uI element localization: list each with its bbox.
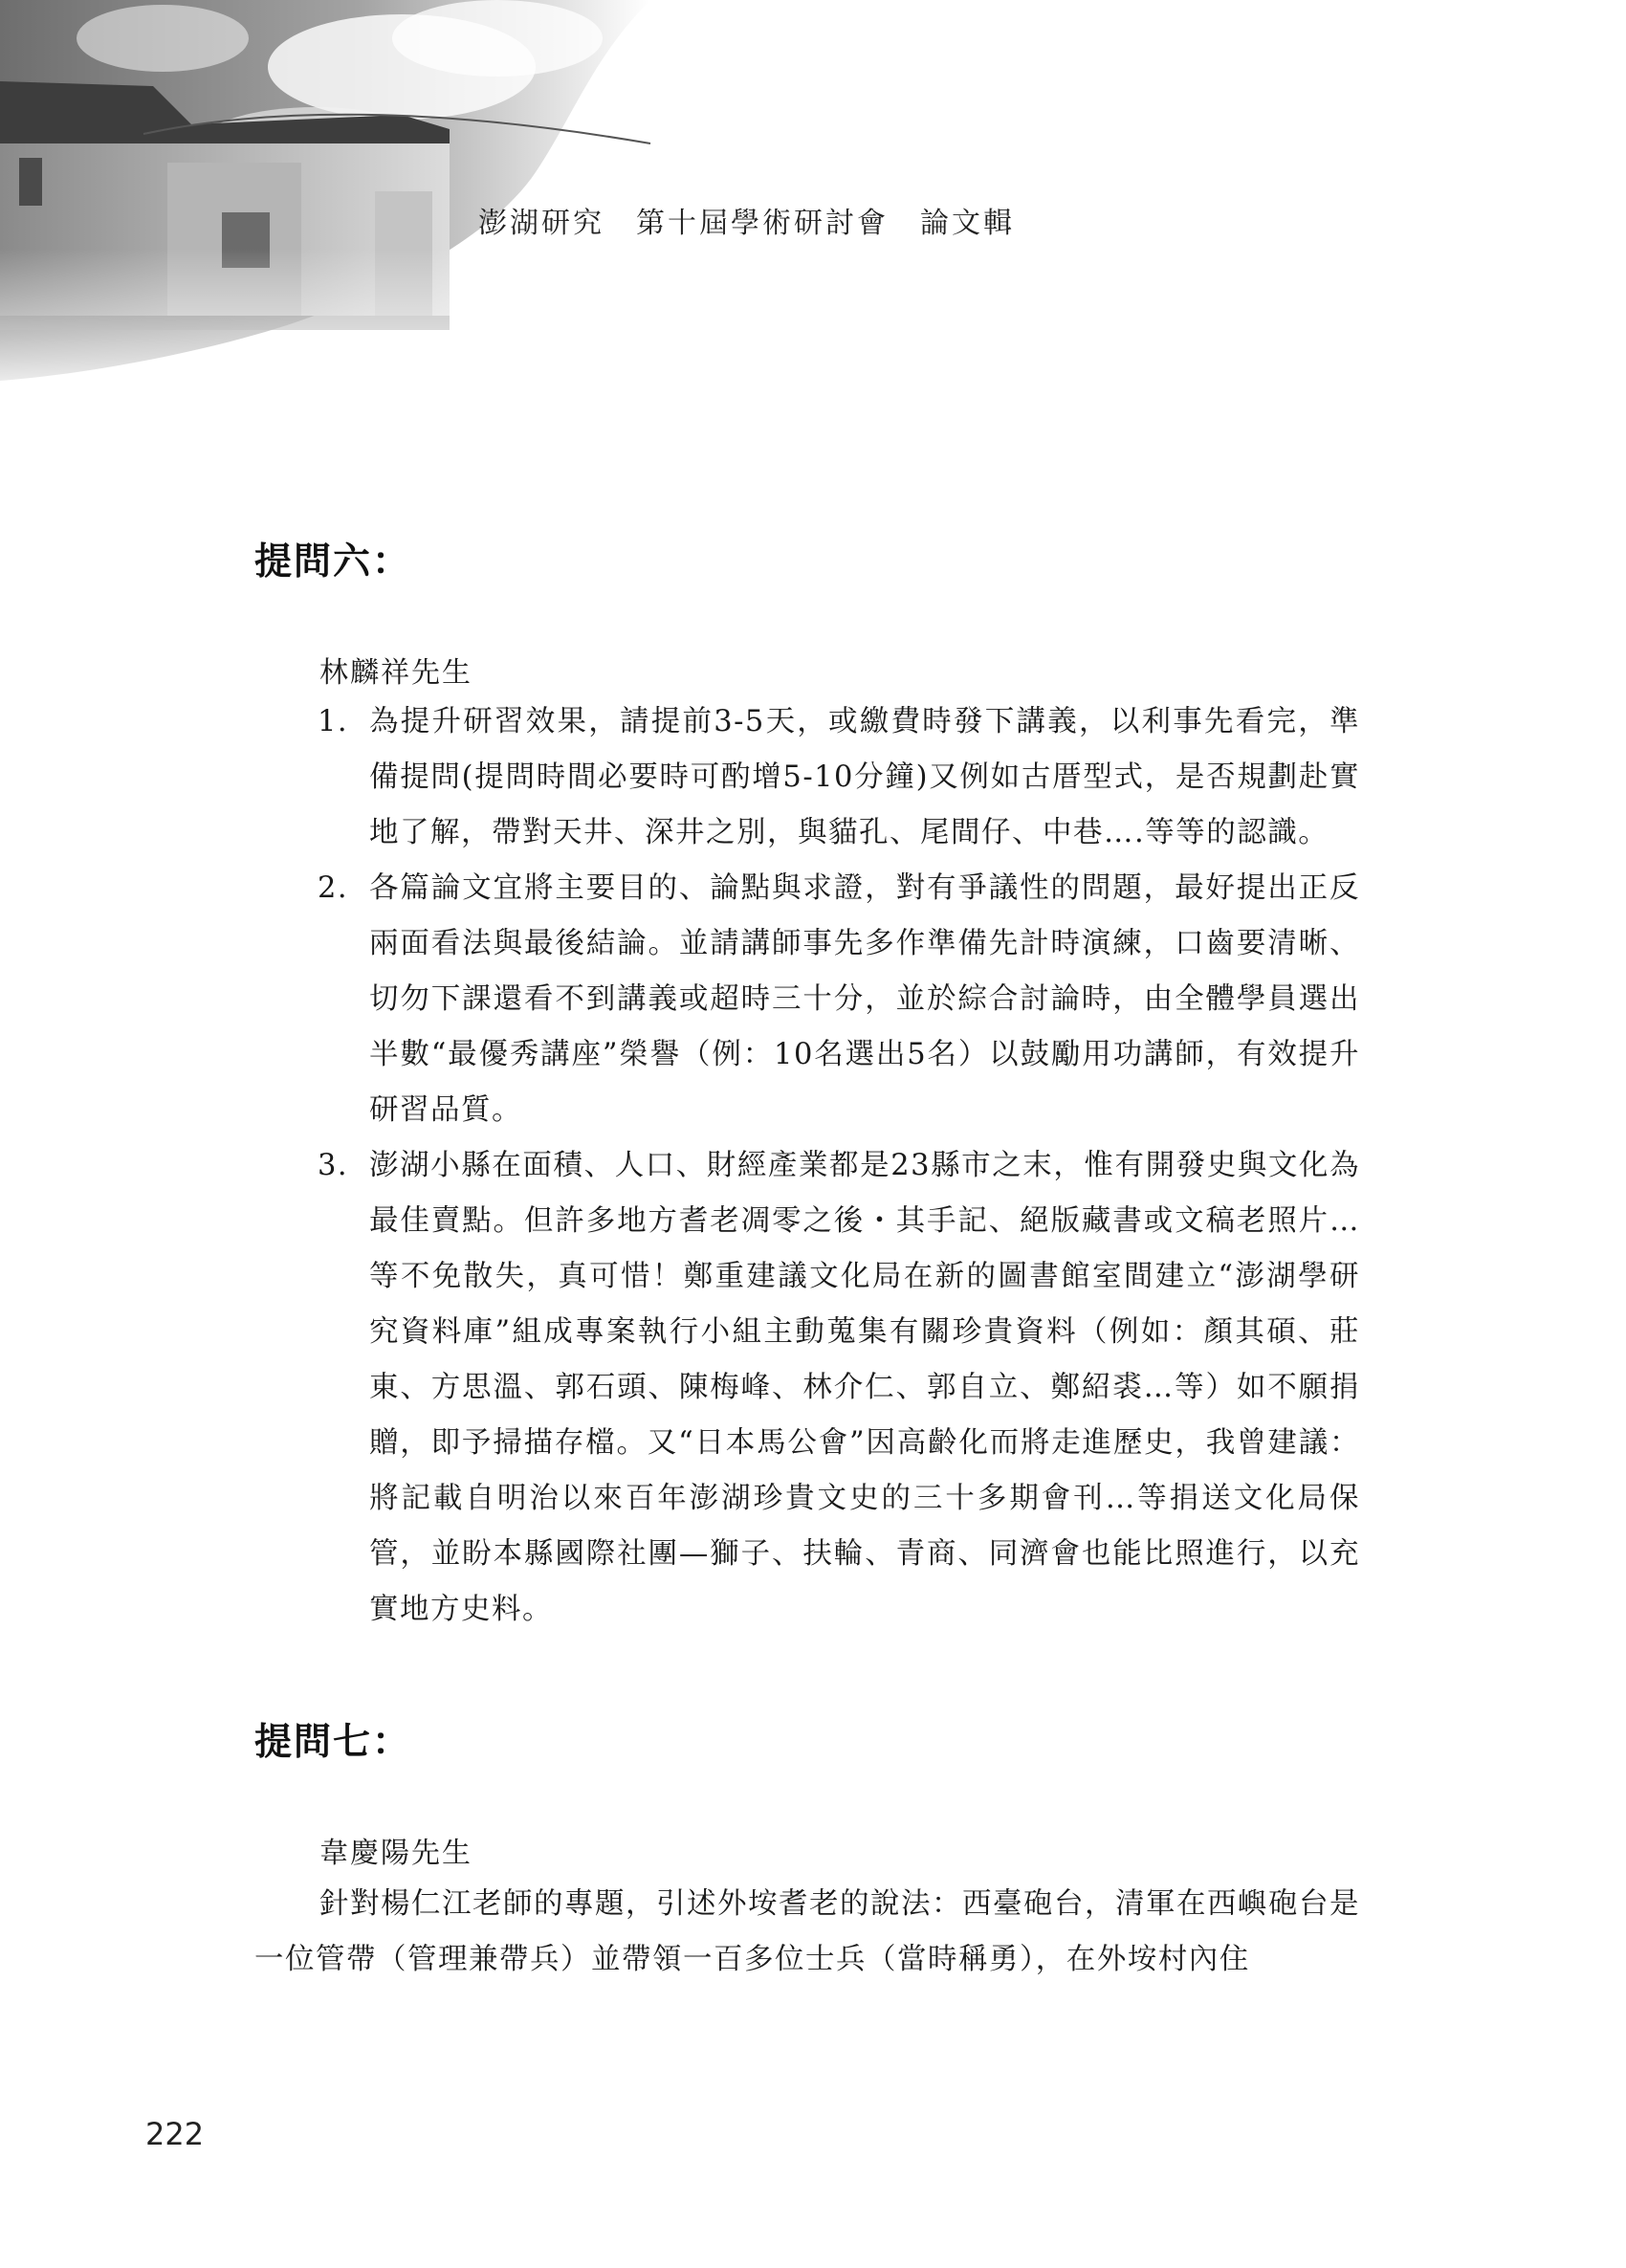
section-heading: 提問七： <box>254 1721 412 1764</box>
body-paragraph: 針對楊仁江老師的專題，引述外垵耆老的說法：西臺砲台，清軍在西嶼砲台是一位管帶（管理兼帶兵）並帶領一百多位士兵（當時稱勇），在外垵村內住 <box>254 1887 1360 1976</box>
list-item-text: 各篇論文宜將主要目的、論點與求證，對有爭議性的問題，最好提出正反兩面看法與最後結論。並請講師事先多作準備先計時演練，口齒要清晰、切勿下課還看不到講義或超時三十分，並於綜合討論時，由全體學員選出半數“最優秀講座”榮譽（例：10名選出5名）以鼓勵用功講師，有效提升研習品質。 <box>369 871 1360 1127</box>
list-item-text: 澎湖小縣在面積、人口、財經產業都是23縣市之末，惟有開發史與文化為最佳賣點。但許多地方耆老凋零之後・其手記、絕版藏書或文稿老照片…等不免散失，真可惜！鄭重建議文化局在新的圖書館室間建立“澎湖學研究資料庫”組成專案執行小組主動蒐集有關珍貴資料（例如：顏其碩、莊東、方思溫、郭石頭、陳梅峰、林介仁、郭自立、鄭紹裘…等）如不願捐贈，即予掃描存檔。又“日本馬公會”因高齡化而將走進歷史，我曾建議：將記載自明治以來百年澎湖珍貴文史的三十多期會刊…等捐送文化局保管，並盼本縣國際社團—獅子、扶輪、青商、同濟會也能比照進行，以充實地方史料。 <box>369 1149 1360 1626</box>
list-item-number: 2. <box>318 871 349 905</box>
list-item <box>318 1138 1360 1638</box>
question-list <box>318 694 1360 1638</box>
list-item-number: 1. <box>318 705 349 738</box>
section-heading: 提問六： <box>254 540 412 584</box>
speaker-name: 林麟祥先生 <box>319 656 472 690</box>
list-item <box>318 694 1360 861</box>
list-item <box>318 861 1360 1138</box>
speaker-name: 韋慶陽先生 <box>319 1837 472 1870</box>
running-header: 澎湖研究 第十屆學術研討會 論文輯 <box>478 207 1015 240</box>
page-number: 222 <box>145 2116 205 2152</box>
list-item-number: 3. <box>318 1149 349 1182</box>
list-item-text: 為提升研習效果，請提前3-5天，或繳費時發下講義，以利事先看完，準備提問(提問時間必要時可酌增5-10分鐘)又例如古厝型式，是否規劃赴實地了解，帶對天井、深井之別，與貓孔、尾間仔、中巷….等等的認識。 <box>369 705 1360 849</box>
